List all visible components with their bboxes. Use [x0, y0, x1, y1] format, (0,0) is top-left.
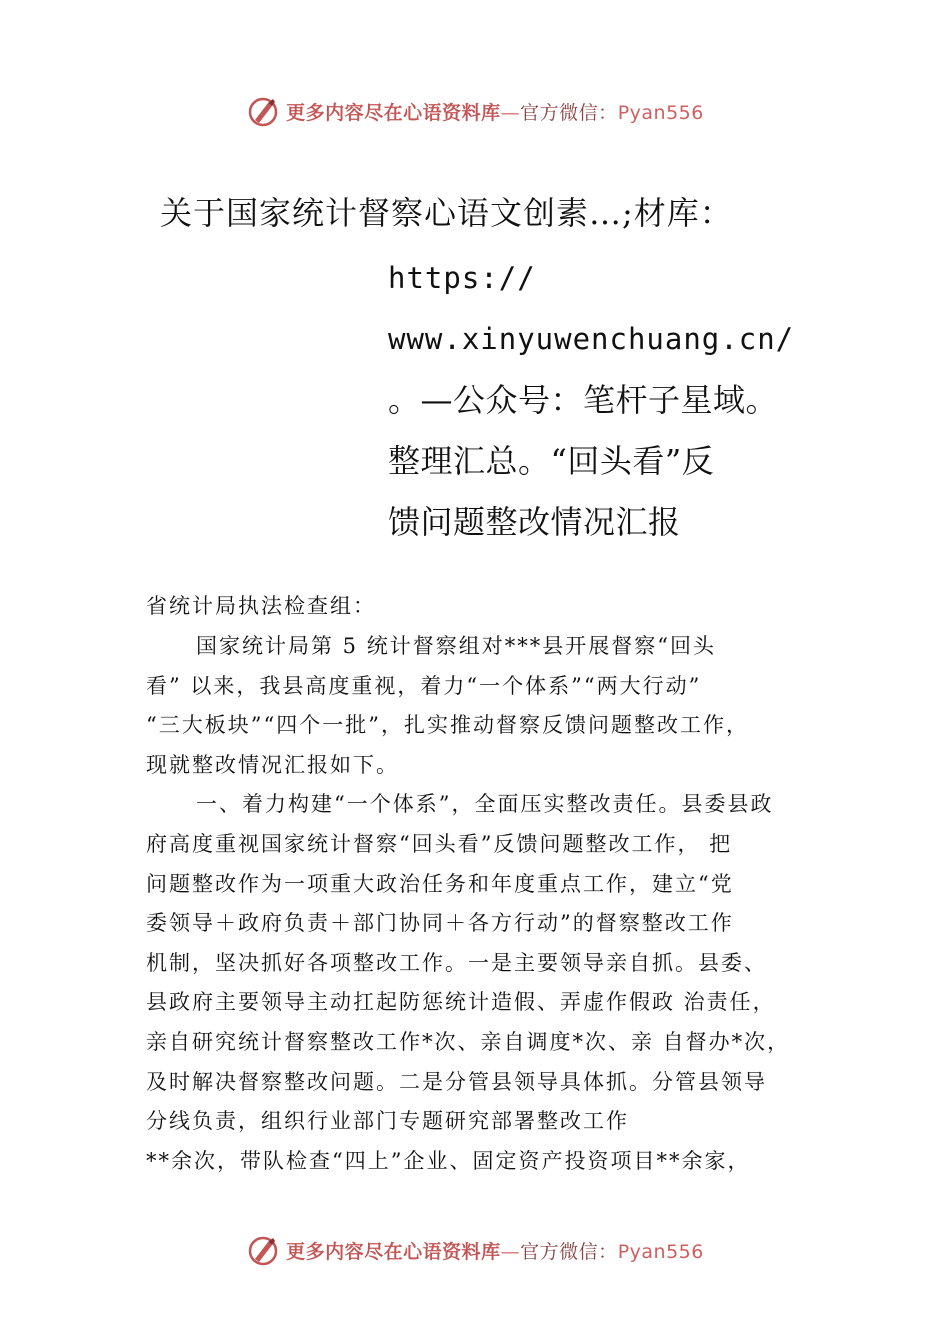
- document-title-line-4: 。—公众号：笔杆子星域。: [388, 381, 779, 419]
- banner-text: 更多内容尽在心语资料库—官方微信：Pyan556: [286, 101, 704, 124]
- header-watermark-banner: [0, 94, 950, 128]
- footer-watermark-banner: [0, 1233, 950, 1267]
- pen-circle-logo-icon: [246, 1233, 280, 1267]
- document-title-line-6: 馈问题整改情况汇报: [388, 503, 681, 541]
- body-line: 机制，坚决抓好各项整改工作。一是主要领导亲自抓。县委、: [146, 950, 767, 975]
- body-line: 及时解决督察整改问题。二是分管县领导具体抓。分管县领导: [146, 1069, 767, 1094]
- body-line: 县政府主要领导主动扛起防惩统计造假、弄虚作假政 治责任，: [146, 990, 776, 1015]
- body-line: 一、着力构建“一个体系”，全面压实整改责任。县委县政: [196, 792, 774, 817]
- body-line: 亲自研究统计督察整改工作*次、亲自调度*次、亲 自督办*次，: [146, 1029, 791, 1054]
- body-line: **余次，带队检查“四上”企业、固定资产投资项目**余家，: [146, 1148, 751, 1173]
- body-line: 现就整改情况汇报如下。: [146, 752, 399, 777]
- banner-text: 更多内容尽在心语资料库—官方微信：Pyan556: [286, 1240, 704, 1263]
- pen-circle-logo-icon: [246, 94, 280, 128]
- document-title-line-2: https://: [388, 261, 536, 295]
- salutation: 省统计局执法检查组：: [146, 594, 376, 618]
- document-title-line-1: 关于国家统计督察心语文创素…;材库：: [160, 194, 733, 232]
- document-title: [388, 248, 908, 553]
- body-line: 委领导＋政府负责＋部门协同＋各方行动”的督察整改工作: [146, 911, 734, 936]
- document-title-line-5: 整理汇总。“回头看”反: [388, 442, 715, 480]
- document-title-line-3: www.xinyuwenchuang.cn/: [388, 322, 795, 356]
- body-line: 国家统计局第 5 统计督察组对***县开展督察“回头: [196, 634, 716, 658]
- body-line: 分线负责，组织行业部门专题研究部署整改工作: [146, 1109, 629, 1134]
- body-line: 府高度重视国家统计督察“回头看”反馈问题整改工作， 把: [146, 831, 733, 856]
- body-line: 问题整改作为一项重大政治任务和年度重点工作，建立“党: [146, 871, 734, 896]
- body-line: “三大板块”“四个一批”，扎实推动督察反馈问题整改工作，: [146, 713, 749, 738]
- body-line: 看” 以来，我县高度重视，着力“一个体系”“两大行动”: [146, 673, 702, 698]
- body-text: [146, 627, 846, 1181]
